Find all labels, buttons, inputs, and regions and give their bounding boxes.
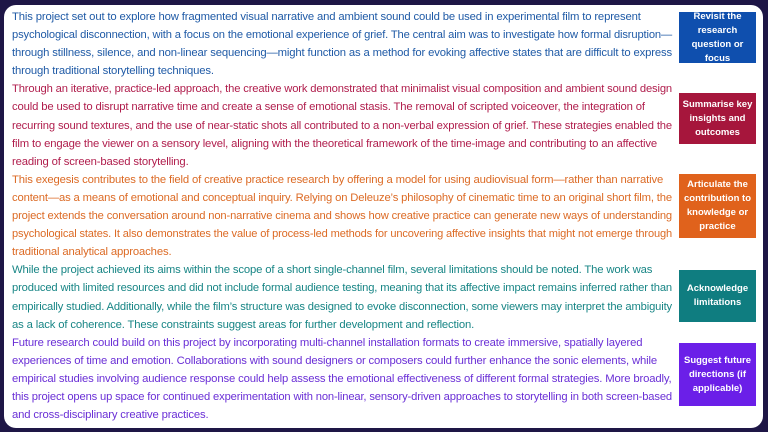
text-line: While the project achieved its aims within the scope of a short single-channel film, several limitations should be noted. The work was — [12, 264, 653, 277]
text-line: and cross-disciplinary creative practices. — [12, 409, 209, 422]
paragraph-1 — [12, 8, 674, 80]
label-articulate-contribution: Articulate the contribution to knowledge or practice — [679, 174, 756, 238]
content-card — [4, 5, 763, 428]
text-line: empirically studied. Additionally, while the film’s structure was designed to evoke disconnection, some viewers may interpret the ambiguity — [12, 300, 672, 313]
text-line: this project opens up space for continued experimentation with non-linear, sensory-driven approaches to storytelling in both screen-based — [12, 390, 672, 403]
label-summarise-insights: Summarise key insights and outcomes — [679, 93, 756, 144]
text-line: This project set out to explore how fragmented visual narrative and ambient sound could be used in experimental film to represent — [12, 11, 641, 23]
text-line: Future research could build on this project by incorporating multi-channel installation formats to create immersive, spatially layered — [12, 336, 643, 349]
label-suggest-future-directions: Suggest future directions (if applicable) — [679, 343, 756, 406]
paragraph-3 — [12, 171, 674, 261]
text-line: through traditional storytelling techniques. — [12, 65, 214, 78]
text-line: could be used to disrupt narrative time and create a sense of emotional stasis. The removal of scripted voiceover, the integration of — [12, 101, 645, 114]
text-line: experiences of time and emotion. Collaborations with sound designers or composers could further enhance the sonic elements, while — [12, 354, 658, 367]
text-line: reading of screen-based storytelling. — [12, 155, 189, 168]
text-line: psychological disconnection, with a focus on the emotional experience of grief. The central aim was to investigate how formal disruption— — [12, 29, 672, 42]
paragraph-2 — [12, 80, 674, 170]
label-revisit-research-question: Revisit the research question or focus — [679, 12, 756, 63]
text-line: Through an iterative, practice-led approach, the creative work demonstrated that minimalist visual composition and ambient sound design — [12, 83, 672, 96]
text-line: project extends the conversation around non-narrative cinema and shows how creative practice can generate new ways of understanding — [12, 210, 672, 223]
text-line: as a lack of coherence. These constraints suggest areas for further development and reflection. — [12, 318, 475, 331]
text-line: recurring sound textures, and the use of near-static shots all contributed to a non-verbal expression of grief. These strategies enabled the — [12, 119, 672, 132]
paragraph-4 — [12, 261, 674, 333]
text-line: psychological states. It also demonstrates the value of process-led methods for uncovering affective insights that might not emerge through — [12, 228, 672, 241]
text-line: film to engage the viewer on a sensory level, aligning with the theoretical framework of the time-image and contributing to an affective — [12, 137, 658, 150]
text-line: This exegesis contributes to the field of creative practice research by offering a model for using audiovisual form—rather than narrative — [12, 173, 664, 186]
label-acknowledge-limitations: Acknowledge limitations — [679, 270, 756, 322]
text-line: traditional analytical approaches. — [12, 246, 172, 259]
text-line: content—as a means of emotional and conceptual inquiry. Relying on Deleuze’s philosophy of cinematic time to an original short film, the — [12, 191, 672, 204]
text-line: empirical studies involving audience response could help assess the emotional effectiveness of different formal strategies. More broadly, — [12, 372, 672, 385]
text-line: produced with limited resources and did not include formal audience testing, meaning that its affective impact remains inferred rather than — [12, 282, 672, 295]
text-line: through stillness, silence, and non-linear sequencing—might function as a method for evoking affective states that are difficult to express — [12, 47, 672, 60]
paragraph-5 — [12, 334, 674, 424]
body-text — [12, 8, 674, 424]
